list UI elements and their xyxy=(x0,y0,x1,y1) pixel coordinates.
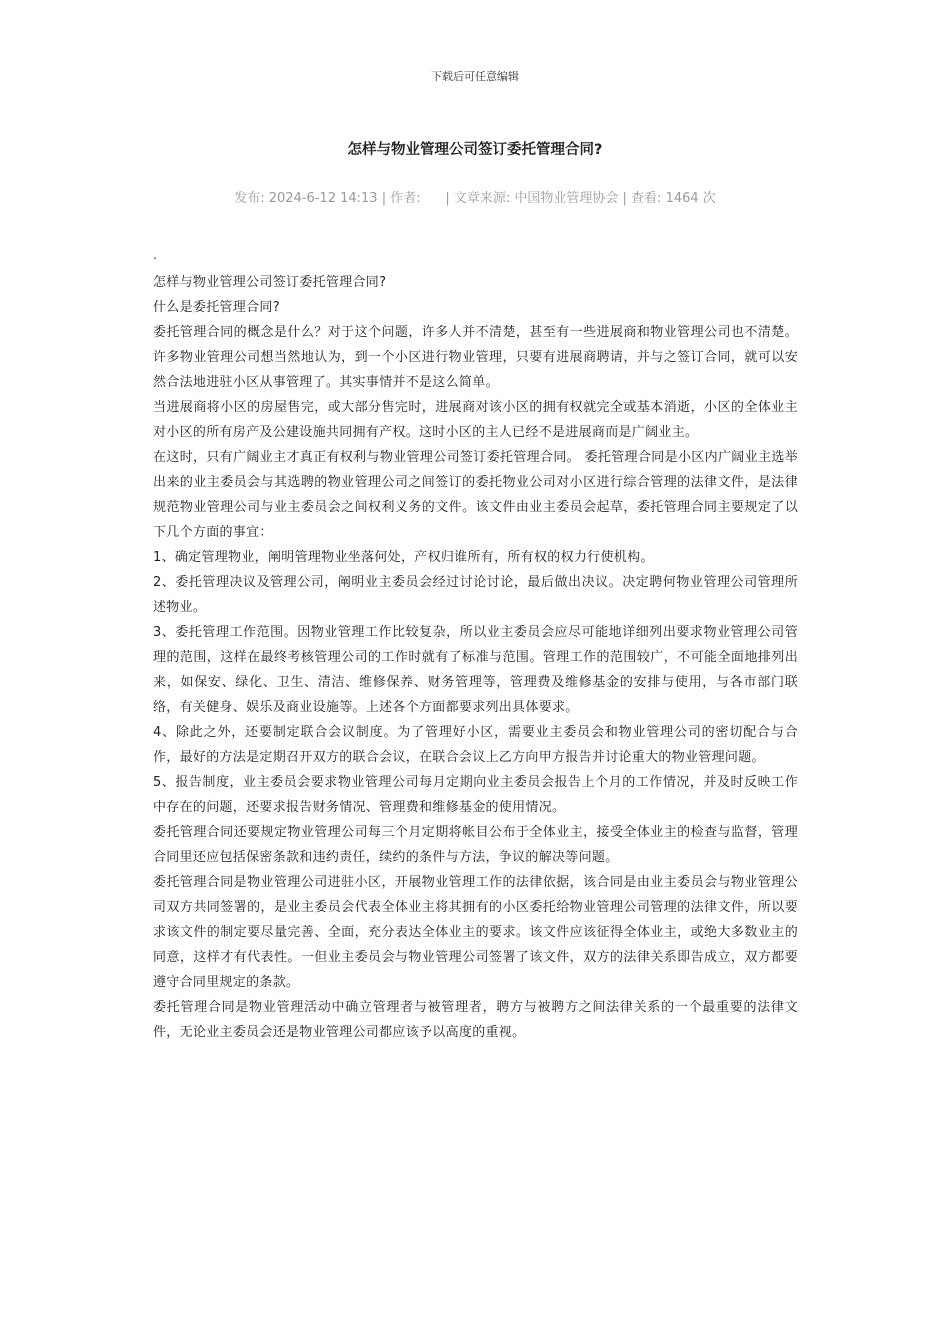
paragraph: 1、确定管理物业，阐明管理物业坐落何处，产权归谁所有，所有权的权力行使机构。 xyxy=(153,550,654,565)
paragraph: 2、委托管理决议及管理公司，阐明业主委员会经过讨论讨论，最后做出决议。决定聘何物业管理公司管理所述物业。 xyxy=(153,575,798,615)
paragraph: 委托管理合同还要规定物业管理公司每三个月定期将帐目公布于全体业主，接受全体业主的检查与监督，管理合同里还应包括保密条款和违约责任，续约的条件与方法，争议的解决等问题。 xyxy=(153,825,798,865)
paragraph: 什么是委托管理合同? xyxy=(153,300,280,315)
paragraph: 委托管理合同是物业管理活动中确立管理者与被管理者，聘方与被聘方之间法律关系的一个最重要的法律文件，无论业主委员会还是物业管理公司都应该予以高度的重视。 xyxy=(153,1000,798,1040)
article-meta: 发布: 2024-6-12 14:13 | 作者: | 文章来源: 中国物业管理协会 | 查看: 1464 次 xyxy=(234,191,716,206)
paragraph: 5、报告制度，业主委员会要求物业管理公司每月定期向业主委员会报告上个月的工作情况，并及时反映工作中存在的问题，还要求报告财务情况、管理费和维修基金的使用情况。 xyxy=(153,775,798,815)
paragraph: 当进展商将小区的房屋售完，或大部分售完时，进展商对该小区的拥有权就完全或基本消逝，小区的全体业主对小区的所有房产及公建设施共同拥有产权。这时小区的主人已经不是进展商而是广阔业主。 xyxy=(153,400,798,440)
paragraph: 3、委托管理工作范围。因物业管理工作比较复杂，所以业主委员会应尽可能地详细列出要求物业管理公司管理的范围，这样在最终考核管理公司的工作时就有了标准与范围。管理工作的范围较广，不可能全面地排列出来，如保安、绿化、卫生、清洁、维修保养、财务管理等，管理费及维修基金的安排与使用，与各市部门联络，有关健身、娱乐及商业设施等。上述各个方面都要求列出具体要求。 xyxy=(153,625,798,715)
page-title: 怎样与物业管理公司签订委托管理合同? xyxy=(347,142,603,158)
paragraph: 委托管理合同的概念是什么？对于这个问题，许多人并不清楚，甚至有一些进展商和物业管理公司也不清楚。许多物业管理公司想当然地认为，到一个小区进行物业管理，只要有进展商聘请，并与之签订合同，就可以安然合法地进驻小区从事管理了。其实事情并不是这么简单。 xyxy=(153,325,798,390)
paragraph: 4、除此之外，还要制定联合会议制度。为了管理好小区，需要业主委员会和物业管理公司的密切配合与合作，最好的方法是定期召开双方的联合会议，在联合会议上乙方向甲方报告并讨论重大的物业管理问题。 xyxy=(153,725,798,765)
dot-marker: . xyxy=(153,248,157,262)
article-body xyxy=(153,270,798,1045)
header-note: 下载后可任意编辑 xyxy=(431,70,519,83)
paragraph: 委托管理合同是物业管理公司进驻小区，开展物业管理工作的法律依据，该合同是由业主委员会与物业管理公司双方共同签署的，是业主委员会代表全体业主将其拥有的小区委托给物业管理公司管理的法律文件，所以要求该文件的制定要尽量完善、全面，充分表达全体业主的要求。该文件应该征得全体业主，或绝大多数业主的同意，这样才有代表性。一但业主委员会与物业管理公司签署了该文件，双方的法律关系即告成立，双方都要遵守合同里规定的条款。 xyxy=(153,875,798,990)
paragraph: 怎样与物业管理公司签订委托管理合同? xyxy=(153,275,387,290)
paragraph: 在这时，只有广阔业主才真正有权利与物业管理公司签订委托管理合同。 委托管理合同是小区内广阔业主选举出来的业主委员会与其选聘的物业管理公司之间签订的委托物业公司对小区进行综合管理的法律文件，是法律规范物业管理公司与业主委员会之间权利义务的文件。该文件由业主委员会起草，委托管理合同主要规定了以下几个方面的事宜： xyxy=(153,450,798,540)
